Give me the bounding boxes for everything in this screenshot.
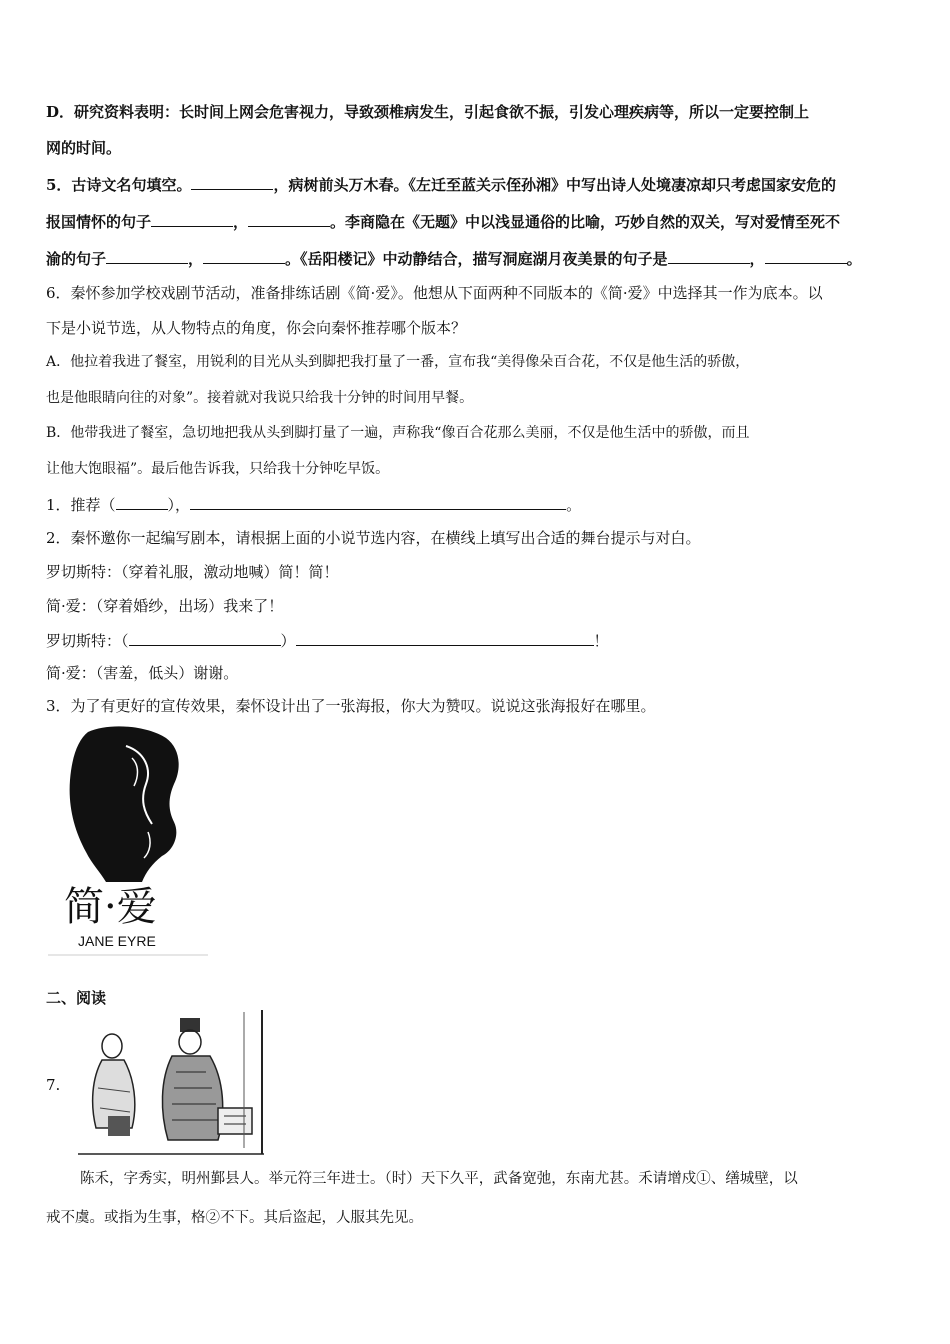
- dialogue-blank[interactable]: [296, 629, 594, 646]
- q5-comma-2: ，: [188, 250, 204, 268]
- q6-sub-2: 2．秦怀邀你一起编写剧本，请根据上面的小说节选内容，在横线上填写出合适的舞台提示与对白。: [46, 529, 701, 547]
- q6-sub-1-label: 1．推荐（: [46, 496, 116, 514]
- q7-passage-line-2: 戒不虞。或指为生事，格②不下。其后盗起，人服其先见。: [46, 1210, 423, 1226]
- dialogue-paren-close: ）: [280, 632, 296, 650]
- jane-eyre-poster: [48, 724, 208, 956]
- q5-blank-7[interactable]: [765, 247, 847, 264]
- q5-text-3: 。李商隐在《无题》中以浅显通俗的比喻，巧妙自然的双关，写对爱情至死不: [330, 213, 841, 231]
- poster-title: 简·爱: [64, 884, 157, 930]
- dialogue-line-4: 简·爱：（害羞，低头）谢谢。: [46, 664, 239, 682]
- q5-text-2: 报国情怀的句子: [46, 213, 152, 231]
- q5-line-3: [46, 247, 862, 269]
- q6-sub-3: 3．为了有更好的宣传效果，秦怀设计出了一张海报，你大为赞叹。说说这张海报好在哪里。: [46, 697, 656, 715]
- dialogue-line-3: [46, 629, 609, 651]
- q5-blank-1[interactable]: [191, 173, 273, 190]
- q5-text-4: 渝的句子: [46, 250, 107, 268]
- q5-prompt: 5．古诗文名句填空。: [46, 176, 192, 194]
- q5-blank-4[interactable]: [106, 247, 188, 264]
- q5-text-5: 。《岳阳楼记》中动静结合，描写洞庭湖月夜美景的句子是: [285, 250, 668, 268]
- q6-version-a-1: A．他拉着我进了餐室，用锐利的目光从头到脚把我打量了一番，宣布我“美得像朵百合花，不仅是他生活的骄傲，: [46, 354, 750, 370]
- q6-version-b-1: B．他带我进了餐室，急切地把我从头到脚打量了一遍，声称我“像百合花那么美丽，不仅是他生活中的骄傲，而且: [46, 425, 750, 441]
- poster-subtitle: JANE EYRE: [78, 933, 156, 949]
- q5-blank-3[interactable]: [248, 210, 330, 227]
- q6-sub-1-sep: ），: [167, 496, 191, 514]
- q6-sub-1: [46, 493, 581, 515]
- q7-passage-line-1: 陈禾，字秀实，明州鄞县人。举元符三年进士。（时）天下久平，武备宽弛，东南尤甚。禾请增戍①、缮城壁，以: [80, 1171, 798, 1187]
- recommend-blank[interactable]: [116, 493, 168, 510]
- q5-line-2: [46, 210, 840, 232]
- q5-blank-5[interactable]: [203, 247, 285, 264]
- ancient-figures-image: [68, 1008, 268, 1156]
- dialogue-speaker: 罗切斯特：（: [46, 632, 129, 650]
- stage-direction-blank[interactable]: [129, 629, 281, 646]
- q6-intro-2: 下是小说节选，从人物特点的角度，你会向秦怀推荐哪个版本？: [46, 319, 467, 337]
- silhouette-portrait: [48, 724, 208, 956]
- option-d-line-2: 网的时间。: [46, 139, 122, 157]
- q5-blank-6[interactable]: [668, 247, 750, 264]
- q7-number: 7.: [46, 1076, 61, 1094]
- option-d-line-1: D．研究资料表明：长时间上网会危害视力，导致颈椎病发生，引起食欲不振，引发心理疾病等，所以一定要控制上: [46, 103, 810, 121]
- q6-sub-1-end: 。: [566, 496, 582, 514]
- reason-blank[interactable]: [190, 493, 566, 510]
- q5-line-1: [46, 173, 836, 195]
- q6-version-b-2: 让他大饱眼福”。最后他告诉我，只给我十分钟吃早饭。: [46, 461, 390, 477]
- dialogue-line-2: 简·爱：（穿着婚纱，出场）我来了！: [46, 597, 284, 615]
- section-heading-reading: 二、阅读: [46, 989, 107, 1007]
- q5-comma-3: ，: [749, 250, 765, 268]
- dialogue-line-1: 罗切斯特：（穿着礼服，激动地喊）简！简！: [46, 563, 339, 581]
- q5-comma-1: ，: [233, 213, 249, 231]
- q5-end: 。: [846, 250, 862, 268]
- historical-illustration: [68, 1008, 268, 1156]
- q5-blank-2[interactable]: [151, 210, 233, 227]
- q6-version-a-2: 也是他眼睛向往的对象”。接着就对我说只给我十分钟的时间用早餐。: [46, 390, 474, 406]
- q5-text-1: ，病树前头万木春。《左迁至蓝关示侄孙湘》中写出诗人处境凄凉却只考虑国家安危的: [273, 176, 836, 194]
- dialogue-end: ！: [593, 632, 609, 650]
- q6-intro-1: 6．秦怀参加学校戏剧节活动，准备排练话剧《简·爱》。他想从下面两种不同版本的《简·爱》中选择其一作为底本。以: [46, 284, 823, 302]
